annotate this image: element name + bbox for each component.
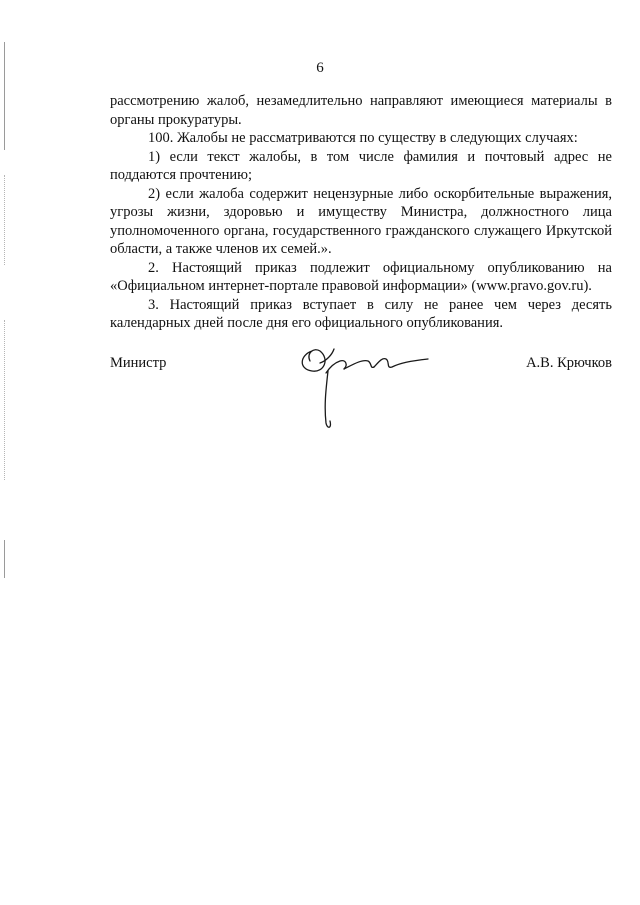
paragraph: 2. Настоящий приказ подлежит официальному опубликованию на «Официальном интернет-портале правовой информации» (www.pravo.gov.ru). — [110, 259, 612, 294]
scan-margin-line — [4, 42, 5, 150]
paragraph: 2) если жалоба содержит нецензурные либо оскорбительные выражения, угрозы жизни, здоровью и имуществу Министра, должностного лица уполномоченного органа, государственного гражданского служащего Иркутской области, а также членов их семей.». — [110, 185, 612, 257]
document-body — [110, 92, 612, 333]
scan-margin-dots — [4, 320, 6, 480]
paragraph: 1) если текст жалобы, в том числе фамилия и почтовый адрес не поддаются прочтению; — [110, 148, 612, 183]
page-number: 6 — [316, 60, 324, 76]
paragraph: 3. Настоящий приказ вступает в силу не ранее чем через десять календарных дней после дня его официального опубликования. — [110, 296, 612, 331]
paragraph: 100. Жалобы не рассматриваются по существу в следующих случаях: — [148, 130, 578, 146]
scan-margin-dots — [4, 175, 6, 265]
paragraph: рассмотрению жалоб, незамедлительно направляют имеющиеся материалы в органы прокуратуры. — [110, 93, 612, 128]
signatory-name: А.В. Крючков — [526, 355, 612, 371]
signatory-title: Министр — [110, 355, 167, 371]
scan-margin-line — [4, 540, 5, 578]
handwritten-signature — [290, 333, 440, 433]
